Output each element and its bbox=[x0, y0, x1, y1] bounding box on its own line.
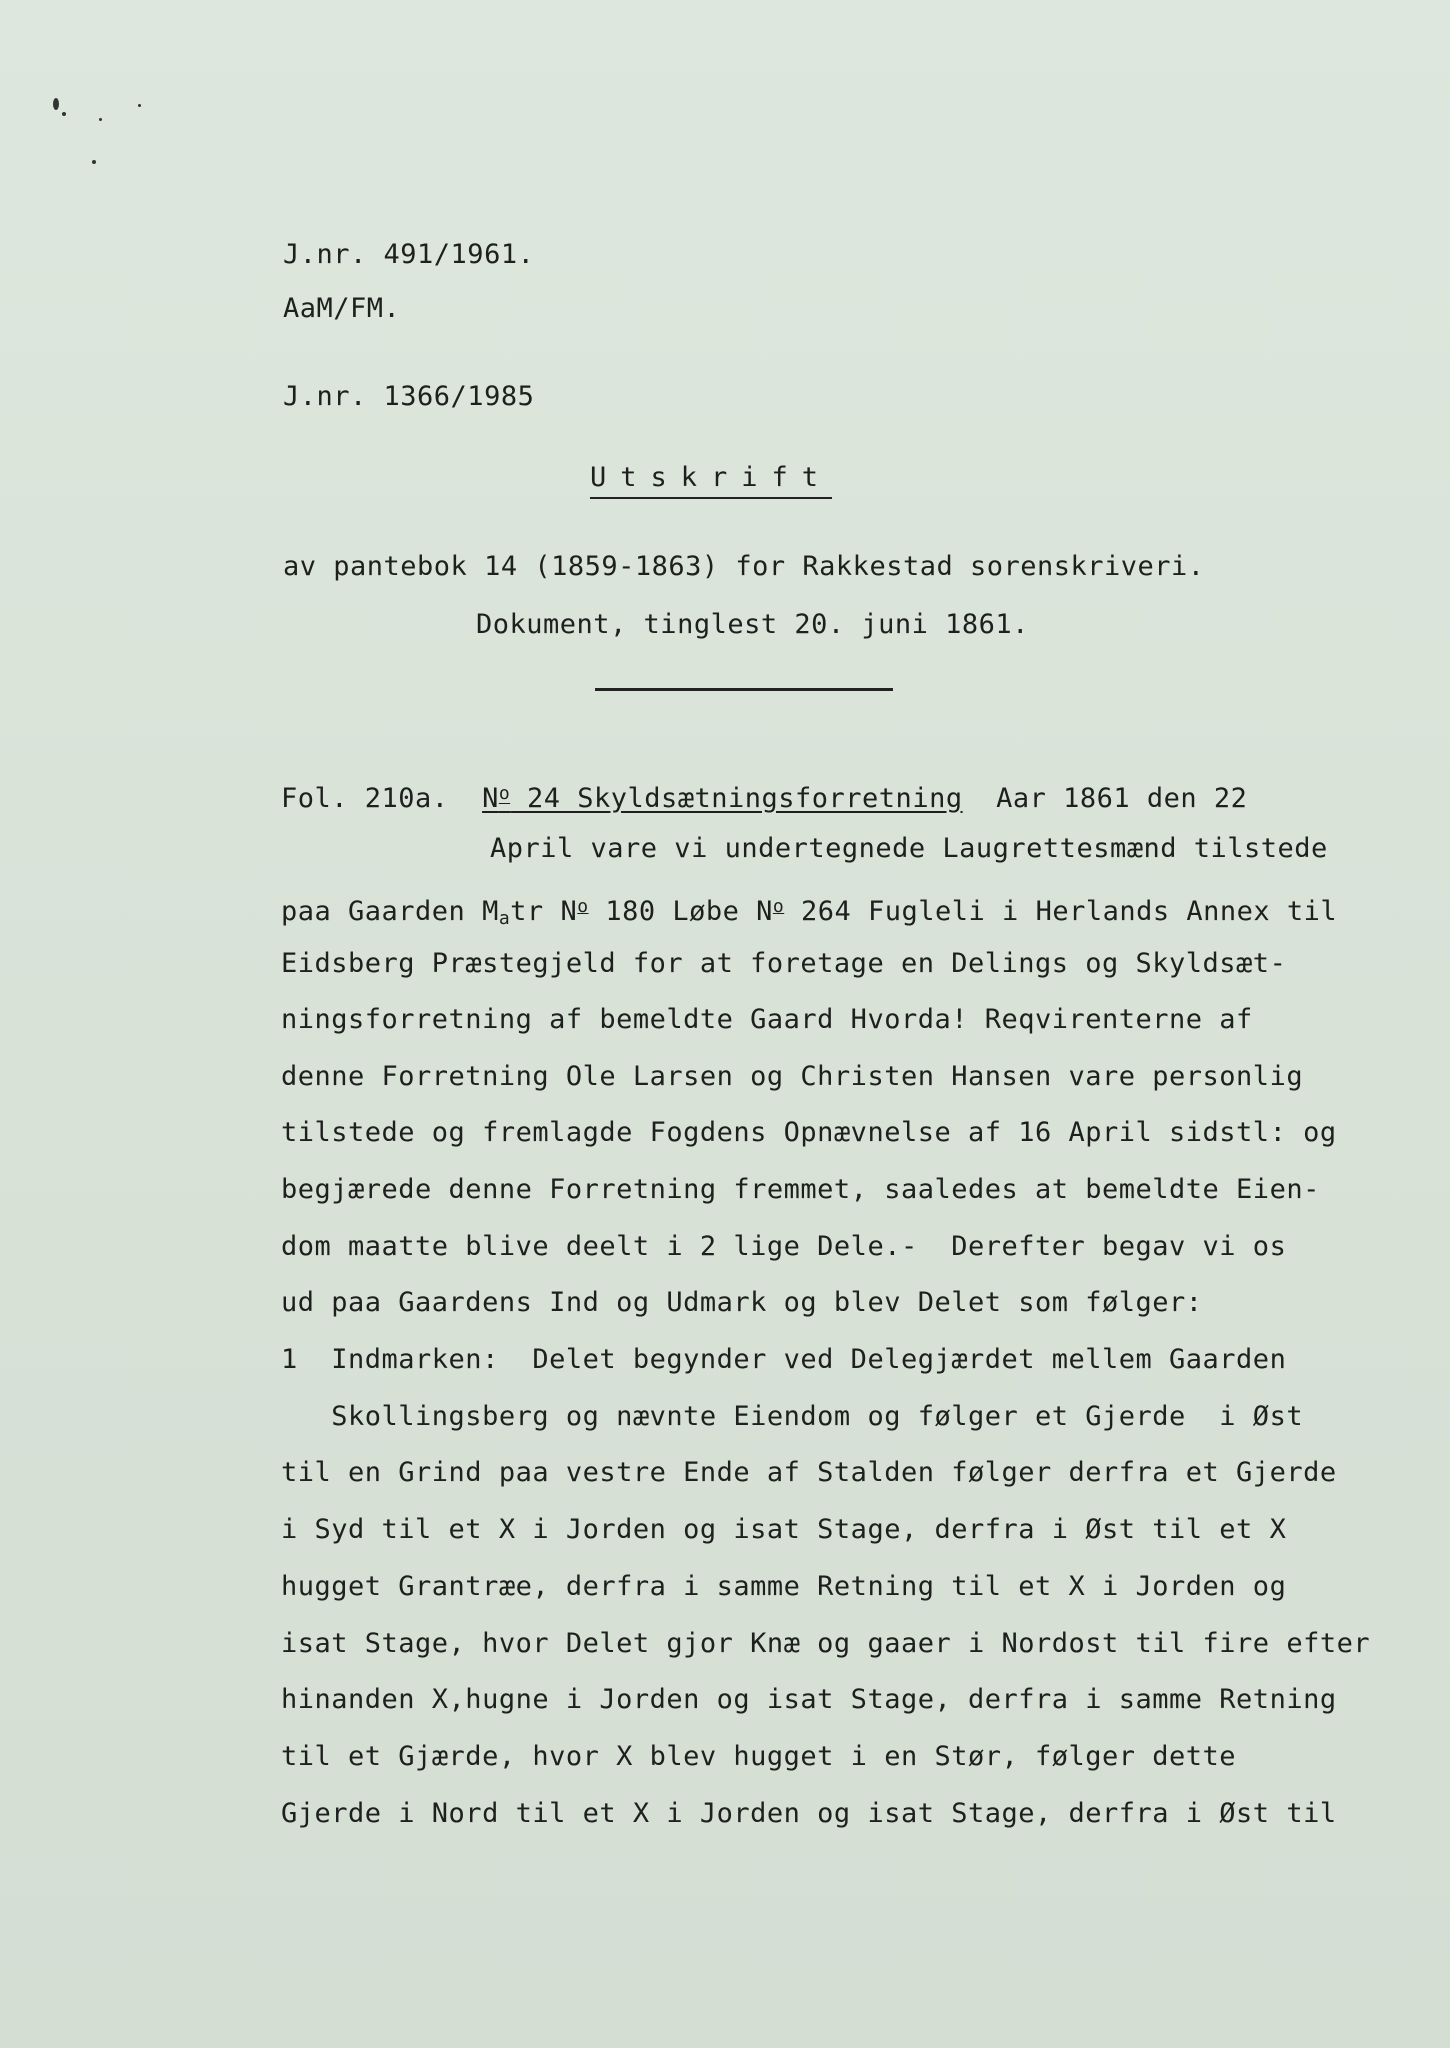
body-line: tilstede og fremlagde Fogdens Opnævnelse af 16 April sidstl: og bbox=[281, 1117, 1337, 1148]
entry-heading-text: 24 Skyldsætningsforretning bbox=[510, 783, 963, 814]
body-line: 1 Indmarken: Delet begynder ved Delegjærdet mellem Gaarden bbox=[281, 1344, 1287, 1375]
folio-line bbox=[281, 777, 1247, 816]
body-line: til en Grind paa vestre Ende af Stalden følger derfra et Gjerde bbox=[281, 1457, 1337, 1488]
folio: Fol. 210a. bbox=[281, 783, 449, 814]
body-line: ud paa Gaardens Ind og Udmark og blev Delet som følger: bbox=[281, 1287, 1203, 1318]
number-sign-o: o bbox=[498, 783, 511, 804]
line3-part-c: 180 Løbe bbox=[588, 896, 757, 927]
number-sign-1: N bbox=[560, 896, 578, 927]
separator-rule bbox=[595, 688, 893, 691]
line3-part-d: 264 Fugleli i Herlands Annex til bbox=[784, 896, 1338, 927]
body-line: ningsforretning af bemeldte Gaard Hvorda! Reqvirenterne af bbox=[281, 1004, 1253, 1035]
body-line-2: April vare vi undertegnede Laugrettesmænd tilstede bbox=[490, 833, 1328, 864]
body-line: denne Forretning Ole Larsen og Christen Hansen vare personlig bbox=[281, 1061, 1304, 1092]
subtitle-line-2: Dokument, tinglest 20. juni 1861. bbox=[476, 609, 1029, 640]
body-line: hugget Grantræe, derfra i samme Retning til et X i Jorden og bbox=[281, 1571, 1287, 1602]
body-line: Gjerde i Nord til et X i Jorden og isat Stage, derfra i Øst til bbox=[281, 1798, 1337, 1829]
body-line: til et Gjærde, hvor X blev hugget i en Stør, følger dette bbox=[281, 1741, 1237, 1772]
document-title: Utskrift bbox=[590, 462, 832, 499]
body-line: isat Stage, hvor Delet gjor Knæ og gaaer i Nordost til fire efter bbox=[281, 1628, 1371, 1659]
body-line: Eidsberg Præstegjeld for at foretage en Delings og Skyldsæt- bbox=[281, 948, 1287, 979]
line3-part-a: paa Gaarden M bbox=[281, 896, 499, 927]
body-line-3 bbox=[281, 890, 1337, 936]
number-sign-2: N bbox=[756, 896, 773, 927]
body-line: begjærede denne Forretning fremmet, saaledes at bemeldte Eien- bbox=[281, 1174, 1320, 1205]
body-line: hinanden X,hugne i Jorden og isat Stage, derfra i samme Retning bbox=[281, 1684, 1337, 1715]
number-sign-2-o: o bbox=[772, 896, 785, 917]
entry-date: Aar 1861 den 22 bbox=[962, 783, 1248, 814]
journal-number-1985: J.nr. 1366/1985 bbox=[283, 381, 535, 412]
body-line: i Syd til et X i Jorden og isat Stage, derfra i Øst til et X bbox=[281, 1514, 1287, 1545]
body-line: dom maatte blive deelt i 2 lige Dele.- Derefter begav vi os bbox=[281, 1231, 1287, 1262]
journal-number-1961: J.nr. 491/1961. bbox=[283, 239, 535, 270]
line3-sub-a: a bbox=[498, 908, 511, 929]
number-sign: N bbox=[482, 783, 499, 814]
line3-part-b: tr bbox=[510, 896, 561, 927]
entry-heading bbox=[482, 783, 963, 814]
initials: AaM/FM. bbox=[283, 293, 401, 324]
body-line: Skollingsberg og nævnte Eiendom og følger et Gjerde i Øst bbox=[281, 1401, 1304, 1432]
subtitle-line-1: av pantebok 14 (1859-1863) for Rakkestad sorenskriveri. bbox=[283, 551, 1205, 582]
number-sign-1-o: o bbox=[577, 896, 589, 917]
